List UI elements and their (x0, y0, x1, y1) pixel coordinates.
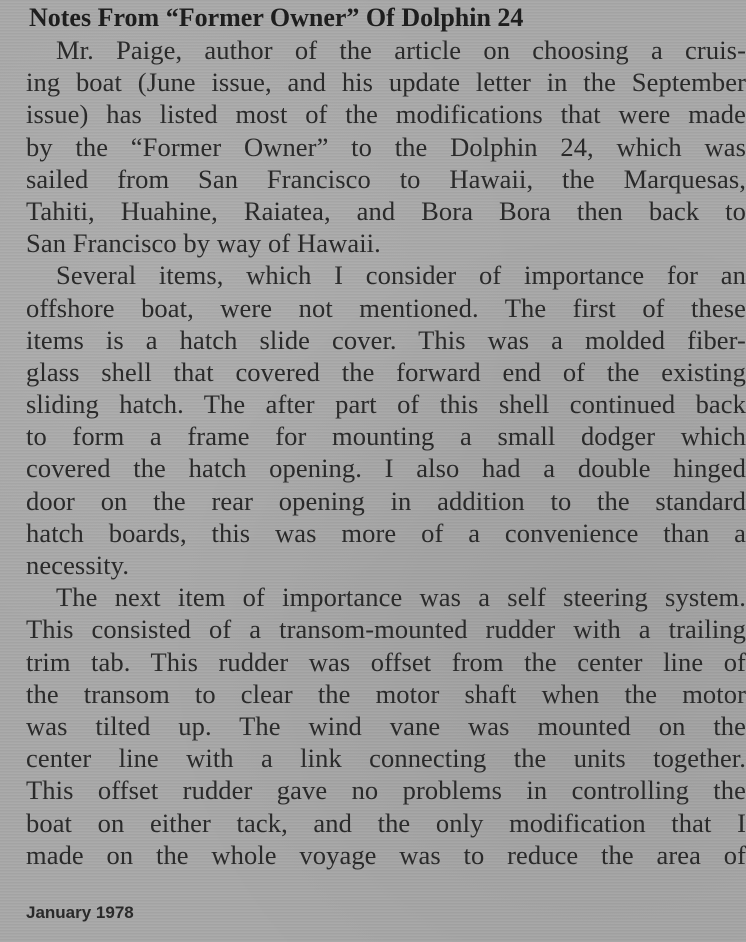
text-line: glass shell that covered the forward end of the existing (26, 356, 746, 387)
text-line: sailed from San Francisco to Hawaii, the Marquesas, (26, 163, 746, 194)
text-line: hatch boards, this was more of a convenience than a (26, 517, 746, 548)
text-line: trim tab. This rudder was offset from the center line of (26, 646, 746, 677)
text-line: This consisted of a transom-mounted rudder with a trailing (26, 614, 746, 645)
text-line: boat on either tack, and the only modification that I (26, 807, 746, 838)
text-line: Tahiti, Huahine, Raiatea, and Bora Bora then back to (26, 195, 746, 226)
text-line: This offset rudder gave no problems in controlling the (26, 775, 746, 806)
text-line: door on the rear opening in addition to the standard (26, 485, 746, 516)
text-line: was tilted up. The wind vane was mounted on the (26, 710, 746, 741)
article-body (26, 34, 746, 871)
text-line: made on the whole voyage was to reduce the area of (26, 839, 746, 870)
text-line: necessity. (26, 550, 130, 580)
text-line: offshore boat, were not mentioned. The first of these (26, 292, 746, 323)
text-line: Mr. Paige, author of the article on choosing a cruis- (56, 35, 746, 65)
text-line: San Francisco by way of Hawaii. (26, 228, 381, 259)
text-line: center line with a link connecting the units together. (26, 743, 746, 774)
text-line: Several items, which I consider of importance for an (56, 260, 746, 291)
text-line: issue) has listed most of the modifications that were made (26, 99, 746, 130)
article-title: Notes From “Former Owner” Of Dolphin 24 (29, 3, 524, 32)
page-footer-date: January 1978 (26, 903, 134, 922)
text-line: to form a frame for mounting a small dodger which (26, 421, 746, 452)
text-line: items is a hatch slide cover. This was a molded fiber- (26, 324, 746, 355)
text-line: sliding hatch. The after part of this shell continued back (26, 389, 746, 420)
text-line: The next item of importance was a self steering system. (56, 582, 746, 613)
text-line: by the “Former Owner” to the Dolphin 24, which was (26, 131, 746, 162)
text-line: covered the hatch opening. I also had a double hinged (26, 453, 746, 484)
text-line: the transom to clear the motor shaft when the motor (26, 678, 746, 709)
text-line: ing boat (June issue, and his update letter in the September (26, 67, 746, 98)
